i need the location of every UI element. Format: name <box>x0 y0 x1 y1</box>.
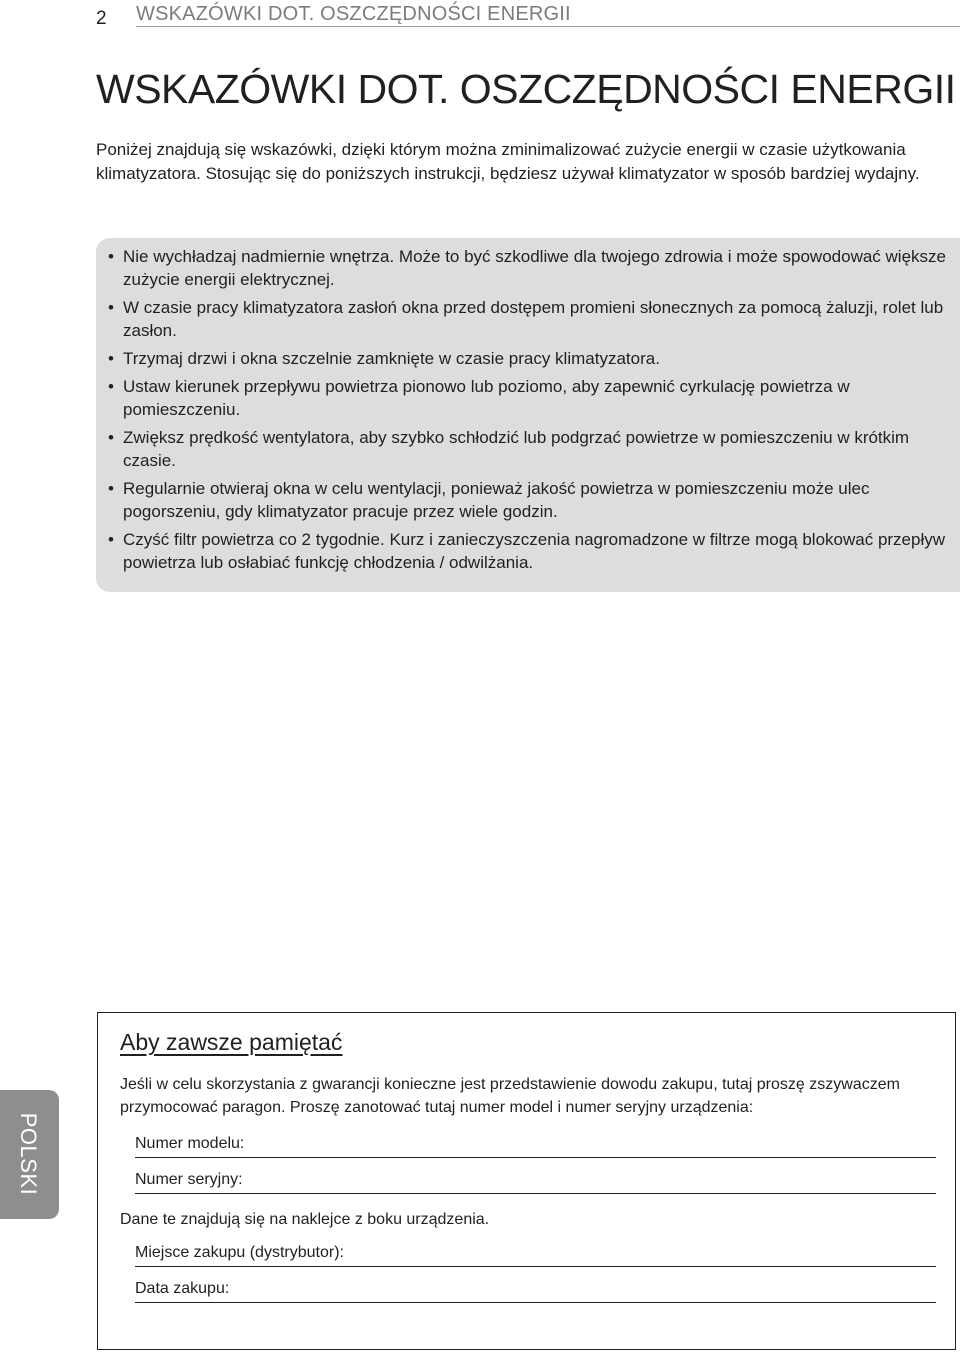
tips-panel <box>96 238 960 592</box>
tip-item: • Czyść filtr powietrza co 2 tygodnie. Kurz i zanieczyszczenia nagromadzone w filtrze mogą blokować przepływ powietrza lub osłabiać funkcję chłodzenia / odwilżania. <box>108 528 960 574</box>
tip-item: • W czasie pracy klimatyzatora zasłoń okna przed dostępem promieni słonecznych za pomocą żaluzji, rolet lub zasłon. <box>108 296 960 342</box>
memo-text: Jeśli w celu skorzystania z gwarancji konieczne jest przedstawienie dowodu zakupu, tutaj proszę zszywaczem przymocować paragon. Proszę zanotować tutaj numer model i numer seryjny urządzenia: <box>120 1076 900 1116</box>
serial-number-label: Numer seryjny: <box>135 1171 243 1188</box>
page-number: 2 <box>96 8 107 29</box>
tips-list <box>108 245 960 579</box>
purchase-date-field <box>135 1278 936 1303</box>
purchase-date-label: Data zakupu: <box>135 1280 230 1297</box>
intro-paragraph: Poniżej znajdują się wskazówki, dzięki którym można zminimalizować zużycie energii w czasie użytkowania klimatyzatora. Stosując się do poniższych instrukcji, będziesz używał klimatyzator w sposób bardziej wydajny. <box>96 140 920 183</box>
purchase-place-label: Miejsce zakupu (dystrybutor): <box>135 1244 344 1261</box>
language-tab <box>0 1090 59 1219</box>
memo-title: Aby zawsze pamiętać <box>120 1029 343 1055</box>
tip-item: • Trzymaj drzwi i okna szczelnie zamknięte w czasie pracy klimatyzatora. <box>108 347 960 370</box>
memo-box <box>97 1012 956 1350</box>
serial-number-field <box>135 1169 936 1194</box>
tip-item: • Nie wychładzaj nadmiernie wnętrza. Może to być szkodliwe dla twojego zdrowia i może spowodować większe zużycie energii elektrycznej. <box>108 245 960 291</box>
tip-item: • Ustaw kierunek przepływu powietrza pionowo lub poziomo, aby zapewnić cyrkulację powietrza w pomieszczeniu. <box>108 375 960 421</box>
header-rule <box>136 26 960 27</box>
tip-item: • Zwiększ prędkość wentylatora, aby szybko schłodzić lub podgrzać powietrze w pomieszczeniu w krótkim czasie. <box>108 426 960 472</box>
tip-item: • Regularnie otwieraj okna w celu wentylacji, ponieważ jakość powietrza w pomieszczeniu może ulec pogorszeniu, gdy klimatyzator pracuje przez wiele godzin. <box>108 477 960 523</box>
language-tab-label: POLSKI <box>16 1112 41 1196</box>
running-header: WSKAZÓWKI DOT. OSZCZĘDNOŚCI ENERGII <box>136 3 571 25</box>
sticker-note: Dane te znajdują się na naklejce z boku urządzenia. <box>120 1211 490 1228</box>
purchase-place-field <box>135 1242 936 1267</box>
page-title: WSKAZÓWKI DOT. OSZCZĘDNOŚCI ENERGII <box>96 66 956 112</box>
model-number-label: Numer modelu: <box>135 1135 245 1152</box>
model-number-field <box>135 1133 936 1158</box>
